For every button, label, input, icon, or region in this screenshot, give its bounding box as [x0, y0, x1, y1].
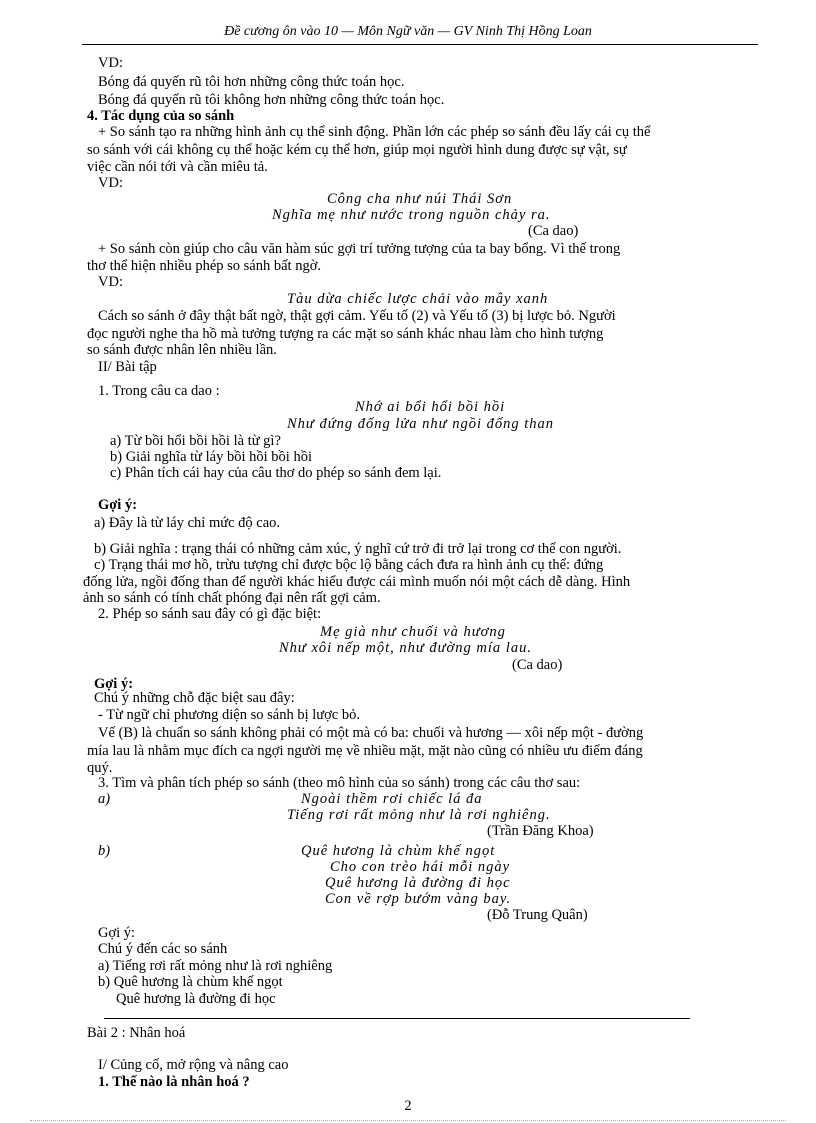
text-line: Quê hương là đường đi học: [116, 991, 276, 1007]
text-line: Con về rợp bướm vàng bay.: [325, 891, 512, 907]
text-line: + So sánh còn giúp cho câu văn hàm súc gợi trí tưởng tượng của ta bay bổng. Vì thế trong: [98, 241, 621, 257]
text-line: đống lửa, ngồi đống than để người khác hiểu được cái mình muốn nói một cách dễ dàng. Hình: [83, 574, 631, 590]
text-line: a) Đây là từ láy chỉ mức độ cao.: [94, 515, 281, 531]
text-line: Cho con trèo hái mỗi ngày: [330, 859, 511, 875]
text-line: ảnh so sánh có tính chất phóng đại nên rất gợi cảm.: [83, 590, 381, 606]
text-line: + So sánh tạo ra những hình ảnh cụ thể sinh động. Phần lớn các phép so sánh đều lấy cái cụ thể: [98, 124, 651, 140]
text-line: Gợi ý:: [98, 925, 136, 941]
text-line: 2. Phép so sánh sau đây có gì đặc biệt:: [98, 606, 322, 622]
text-line: Mẹ già như chuối và hương: [320, 624, 506, 640]
page-header: Đề cương ôn vào 10 — Môn Ngữ văn — GV Ninh Thị Hồng Loan: [224, 24, 592, 39]
text-line: Cách so sánh ở đây thật bất ngờ, thật gợi cảm. Yếu tố (2) và Yếu tố (3) bị lược bỏ. Người: [98, 308, 616, 324]
text-line: Chú ý đến các so sánh: [98, 941, 228, 957]
text-line: b) Quê hương là chùm khế ngọt: [98, 974, 283, 990]
text-line: c) Phân tích cái hay của câu thơ do phép so sánh đem lại.: [110, 465, 442, 481]
text-line: Bóng đá quyến rũ tôi hơn những công thức toán học.: [98, 74, 405, 90]
text-line: đọc người nghe tha hồ mà tưởng tượng ra các mặt so sánh khác nhau làm cho hình tượng: [87, 326, 604, 342]
text-line: VD:: [98, 175, 123, 191]
text-line: 1. Trong câu ca dao :: [98, 383, 220, 399]
text-line: Bài 2 : Nhân hoá: [87, 1025, 186, 1041]
text-line: Tàu dừa chiếc lược chải vào mây xanh: [287, 291, 549, 307]
section-separator: [104, 1018, 690, 1019]
page-bottom-edge: [30, 1120, 786, 1121]
text-line: Quê hương là đường đi học: [325, 875, 511, 891]
header-rule: [82, 44, 758, 45]
text-line: so sánh được nhân lên nhiều lần.: [87, 342, 277, 358]
text-line: Nhớ ai bổi hổi bồi hồi: [355, 399, 506, 415]
text-line: Như xôi nếp một, như đường mía lau.: [279, 640, 532, 656]
text-line: Ngoài thềm rơi chiếc lá đa: [301, 791, 483, 807]
text-line: a) Tiếng rơi rất mỏng như là rơi nghiêng: [98, 958, 333, 974]
text-line: mía lau là nhằm mục đích ca ngợi người mẹ về nhiều mặt, mặt nào cũng có nhiều ưu điểm đáng: [87, 743, 643, 759]
text-line: c) Trạng thái mơ hồ, trừu tượng chỉ được bộc lộ bằng cách đưa ra hình ảnh cụ thể: đứng: [94, 557, 604, 573]
text-line: (Ca dao): [512, 657, 563, 673]
text-line: 4. Tác dụng của so sánh: [87, 108, 235, 124]
text-line: Quê hương là chùm khế ngọt: [301, 843, 496, 859]
text-line: a) Từ bồi hổi bồi hồi là từ gì?: [110, 433, 281, 449]
text-line: b) Giải nghĩa : trạng thái có những cảm xúc, ý nghĩ cứ trở đi trở lại trong cơ thể con người.: [94, 541, 622, 557]
text-line: - Từ ngữ chỉ phương diện so sánh bị lược bỏ.: [98, 707, 360, 723]
text-line: Gợi ý:: [94, 676, 134, 692]
text-line: Vế (B) là chuẩn so sánh không phải có một mà có ba: chuối và hương — xôi nếp một - đường: [98, 725, 644, 741]
text-line: (Ca dao): [528, 223, 579, 239]
text-line: 1. Thế nào là nhân hoá ?: [98, 1074, 250, 1090]
text-line: VD:: [98, 55, 123, 71]
text-line: b) Giải nghĩa từ láy bồi hồi bồi hồi: [110, 449, 312, 465]
text-line: (Trần Đăng Khoa): [487, 823, 594, 839]
text-line: Như đứng đống lửa như ngồi đống than: [287, 416, 555, 432]
text-line: Chú ý những chỗ đặc biệt sau đây:: [94, 690, 295, 706]
text-line: Công cha như núi Thái Sơn: [327, 191, 513, 207]
text-line: (Đỗ Trung Quân): [487, 907, 588, 923]
page-number: 2: [404, 1098, 412, 1114]
text-line: VD:: [98, 274, 123, 290]
text-line: a): [98, 791, 111, 807]
text-line: II/ Bài tập: [98, 359, 157, 375]
text-line: 3. Tìm và phân tích phép so sánh (theo mô hình của so sánh) trong các câu thơ sau:: [98, 775, 581, 791]
text-line: Gợi ý:: [98, 497, 138, 513]
text-line: so sánh với cái không cụ thể hoặc kém cụ thể hơn, giúp mọi người hình dung được sự vật, sự: [87, 142, 627, 158]
text-line: Tiếng rơi rất mỏng như là rơi nghiêng.: [287, 807, 551, 823]
text-line: thơ thể hiện nhiều phép so sánh bất ngờ.: [87, 258, 322, 274]
text-line: Bóng đá quyến rũ tôi không hơn những công thức toán học.: [98, 92, 445, 108]
text-line: quý.: [87, 760, 113, 776]
text-line: Nghĩa mẹ như nước trong nguồn chảy ra.: [272, 207, 551, 223]
text-line: b): [98, 843, 111, 859]
text-line: I/ Củng cố, mở rộng và nâng cao: [98, 1057, 289, 1073]
text-line: việc cần nói tới và cần miêu tả.: [87, 159, 268, 175]
